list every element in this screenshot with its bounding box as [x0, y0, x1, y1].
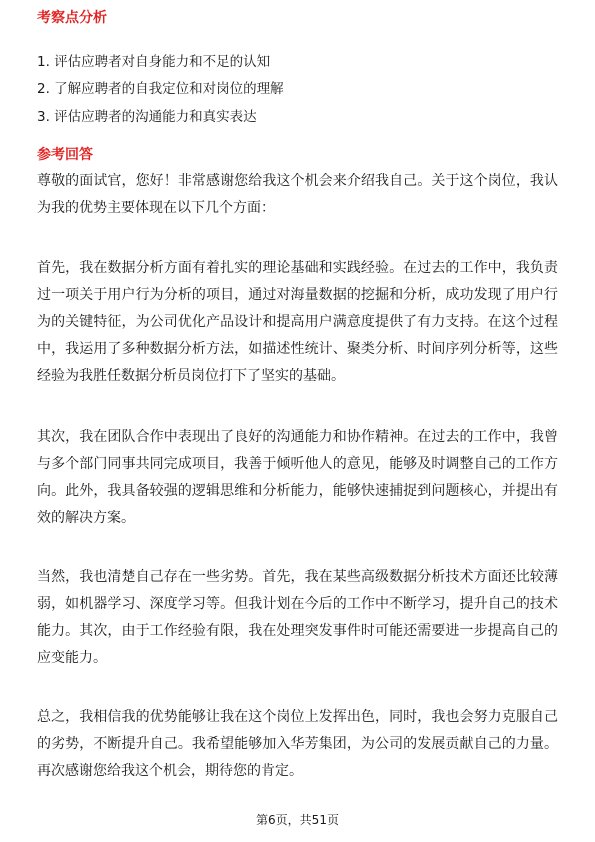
list-item: 1. 评估应聘者对自身能力和不足的认知	[37, 54, 271, 70]
answer-paragraph: 尊敬的面试官，您好！非常感谢您给我这个机会来介绍我自己。关于这个岗位，我认为我的优势主要体现在以下几个方面：	[37, 173, 558, 216]
section-heading-analysis: 考察点分析	[37, 10, 107, 26]
section-heading-reference-answer: 参考回答	[37, 147, 93, 163]
list-item: 2. 了解应聘者的自我定位和对岗位的理解	[37, 81, 284, 97]
answer-paragraph: 首先，我在数据分析方面有着扎实的理论基础和实践经验。在过去的工作中，我负责过一项关于用户行为分析的项目，通过对海量数据的挖掘和分析，成功发现了用户行为的关键特征，为公司优化产品设计和提高用户满意度提供了有力支持。在这个过程中，我运用了多种数据分析方法，如描述性统计、聚类分析、时间序列分析等，这些经验为我胜任数据分析员岗位打下了坚实的基础。	[37, 260, 558, 384]
answer-paragraph: 当然，我也清楚自己存在一些劣势。首先，我在某些高级数据分析技术方面还比较薄弱，如机器学习、深度学习等。但我计划在今后的工作中不断学习，提升自己的技术能力。其次，由于工作经验有限，我在处理突发事件时可能还需要进一步提高自己的应变能力。	[37, 569, 558, 666]
answer-paragraph: 总之，我相信我的优势能够让我在这个岗位上发挥出色，同时，我也会努力克服自己的劣势，不断提升自己。我希望能够加入华芳集团，为公司的发展贡献自己的力量。再次感谢您给我这个机会，期待您的肯定。	[37, 709, 558, 779]
list-item: 3. 评估应聘者的沟通能力和真实表达	[37, 109, 257, 125]
answer-paragraph: 其次，我在团队合作中表现出了良好的沟通能力和协作精神。在过去的工作中，我曾与多个部门同事共同完成项目，我善于倾听他人的意见，能够及时调整自己的工作方向。此外，我具备较强的逻辑思维和分析能力，能够快速捕捉到问题核心，并提出有效的解决方案。	[37, 429, 558, 526]
page-number: 第6页，共51页	[256, 813, 339, 827]
